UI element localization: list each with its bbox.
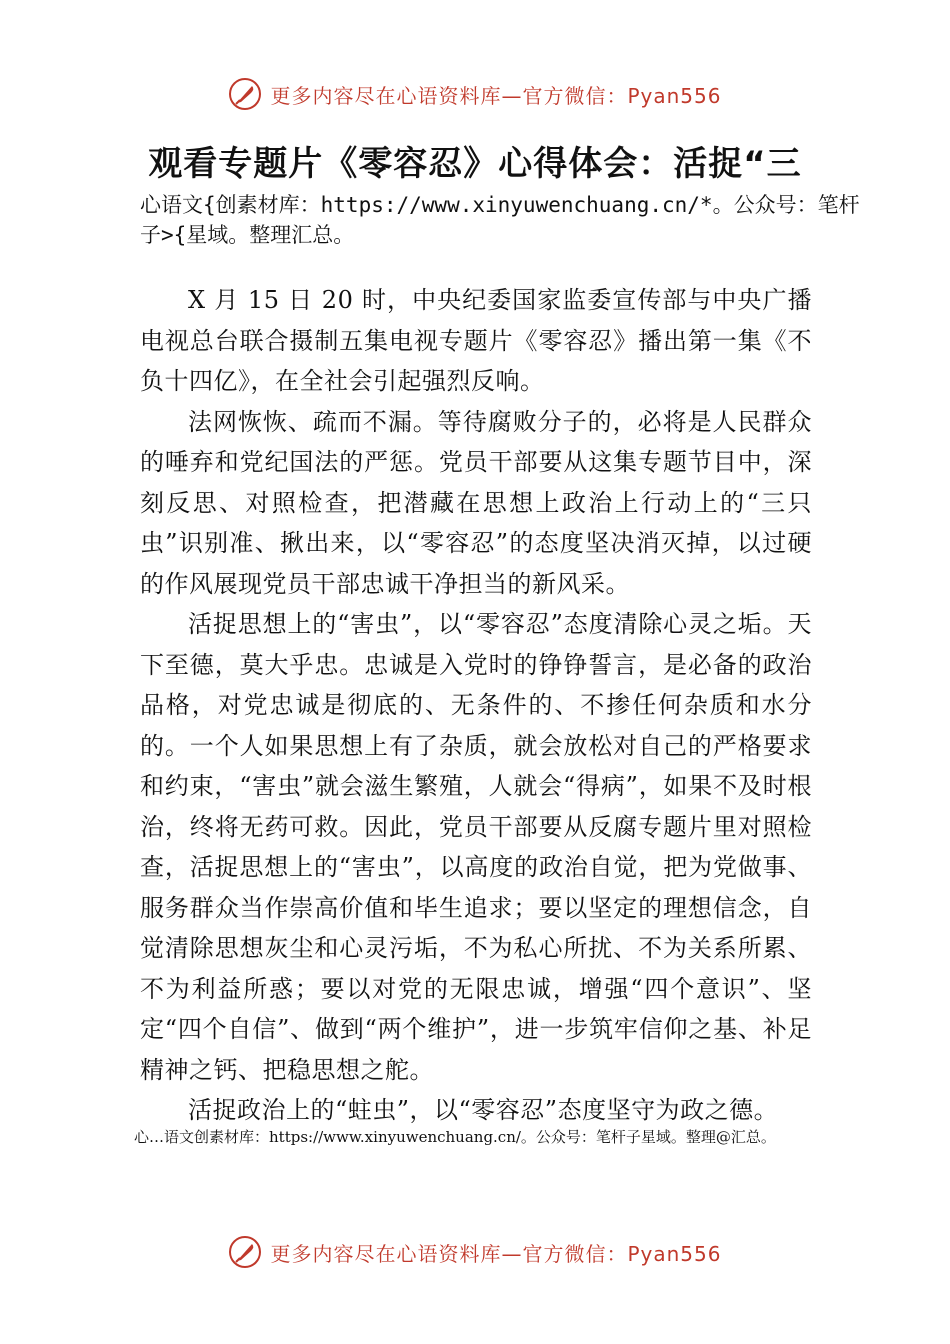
document-title: 观看专题片《零容忍》心得体会：活捉“三 (148, 144, 802, 184)
paragraph: 法网恢恢、疏而不漏。等待腐败分子的，必将是人民群众的唾弃和党纪国法的严惩。党员干部要从这集专题节目中，深刻反思、对照检查，把潜藏在思想上政治上行动上的“三只虫”识别准、揪出来，以“零容忍”的态度坚决消灭掉，以过硬的作风展现党员干部忠诚干净担当的新风采。 (140, 407, 812, 598)
paragraph: X 月 15 日 20 时，中央纪委国家监委宣传部与中央广播电视总台联合摄制五集电视专题片《零容忍》播出第一集《不负十四亿》，在全社会引起强烈反响。 (140, 286, 812, 395)
paragraph: 活捉思想上的“害虫”，以“零容忍”态度清除心灵之垢。天下至德，莫大乎忠。忠诚是入党时的铮铮誓言，是必备的政治品格，对党忠诚是彻底的、无条件的、不掺任何杂质和水分的。一个人如果思想上有了杂质，就会放松对自己的严格要求和约束，“害虫”就会滋生繁殖，人就会“得病”，如果不及时根治，终将无药可救。因此，党员干部要从反腐专题片里对照检查，活捉思想上的“害虫”，以高度的政治自觉，把为党做事、服务群众当作崇高价值和毕生追求；要以坚定的理想信念，自觉清除思想灰尘和心灵污垢，不为私心所扰、不为关系所累、不为利益所惑；要以对党的无限忠诚，增强“四个意识”、坚定“四个自信”、做到“两个维护”，进一步筑牢信仰之基、补足精神之钙、把稳思想之舵。 (140, 610, 812, 1084)
feather-pen-logo-icon (228, 1235, 262, 1269)
document-body (140, 280, 812, 1131)
header-banner (0, 74, 950, 114)
banner-text: 更多内容尽在心语资料库—官方微信：Pyan556 (270, 1241, 722, 1266)
feather-pen-logo-icon (228, 77, 262, 111)
banner-text: 更多内容尽在心语资料库—官方微信：Pyan556 (270, 83, 722, 108)
source-line: 心语文{创素材库：https://www.xinyuwenchuang.cn/*。公众号：笔杆子>{星域。整理汇总。 (140, 193, 860, 247)
footer-note: 心…语文创素材库：https://www.xinyuwenchuang.cn/。公众号：笔杆子星域。整理@汇总。 (134, 1128, 776, 1146)
paragraph: 活捉政治上的“蛀虫”，以“零容忍”态度坚守为政之德。 (188, 1096, 779, 1124)
footer-banner (0, 1232, 950, 1272)
